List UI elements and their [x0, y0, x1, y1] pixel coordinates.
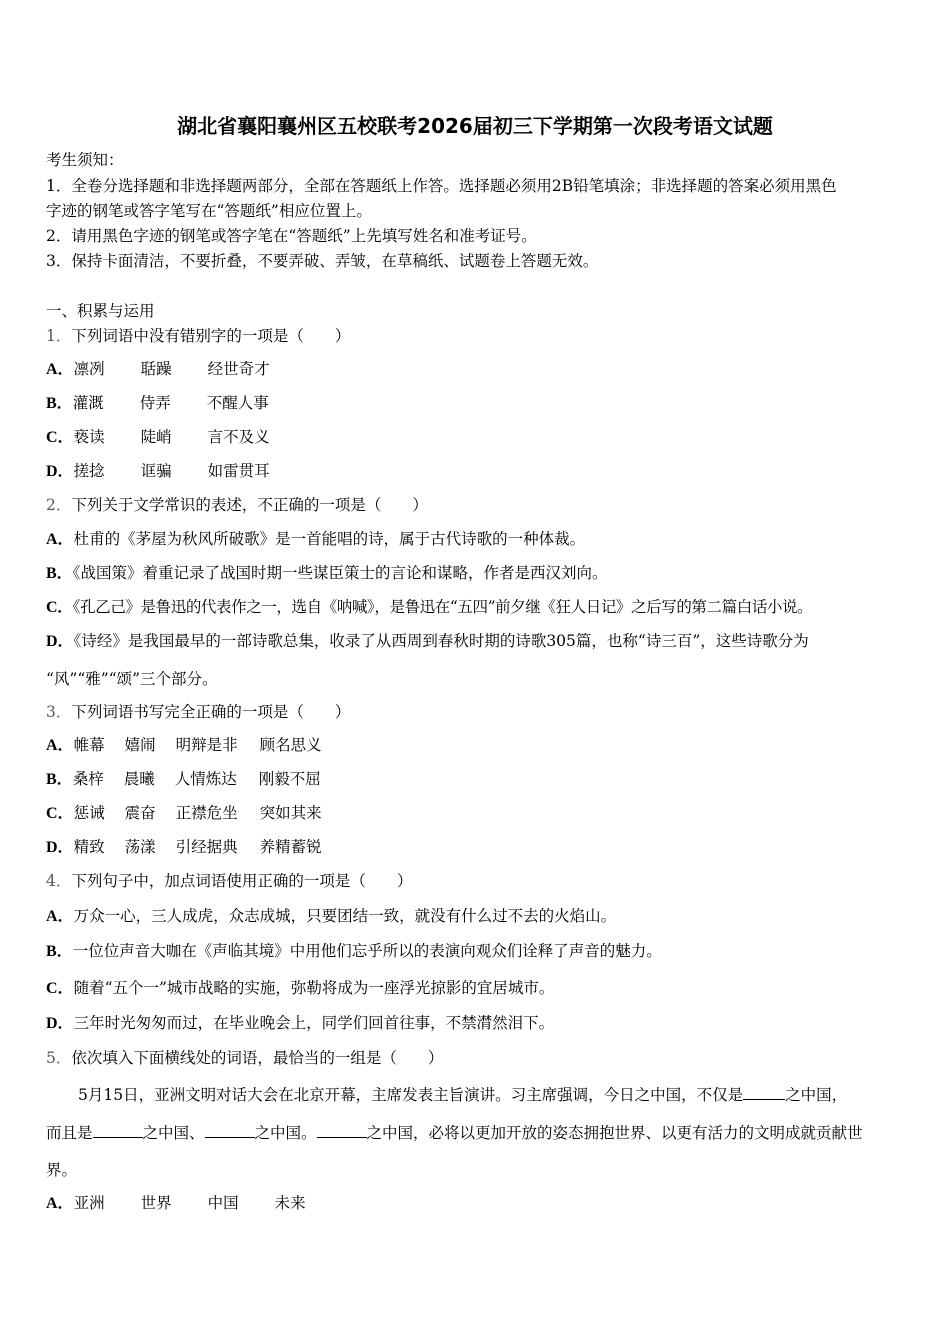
option-label: C． — [46, 599, 73, 616]
option-label: A． — [46, 908, 74, 925]
option-label: B． — [46, 771, 73, 788]
word: 人情炼达 — [174, 770, 237, 788]
option-b — [46, 769, 321, 790]
question-3 — [46, 702, 350, 722]
word: 精致 — [73, 838, 105, 856]
option-text: 一位位声音大咖在《声临其境》中用他们忘乎所以的表演向观众们诠释了声音的魅力。 — [72, 942, 662, 960]
word: 如雷贯耳 — [207, 462, 270, 480]
word: 经世奇才 — [207, 360, 270, 378]
option-label: D． — [46, 463, 74, 480]
option-text: 《诗经》是我国最早的一部诗歌总集，收录了从西周到春秋时期的诗歌305篇，也称“诗三百”，这些诗歌分为 — [73, 632, 809, 650]
notice-item: 字迹的钢笔或答字笔写在“答题纸”相应位置上。 — [46, 202, 372, 220]
word: 聒躁 — [140, 360, 172, 378]
option-b — [46, 563, 607, 584]
option-c — [46, 427, 270, 448]
option-label: C． — [46, 429, 74, 446]
option-c — [46, 803, 322, 824]
question-stem: 下列词语书写完全正确的一项是（ ） — [71, 703, 351, 721]
word: 中国 — [207, 1194, 239, 1212]
question-number: 1． — [46, 327, 72, 345]
option-b — [46, 941, 662, 962]
word: 引经据典 — [175, 838, 238, 856]
option-d — [46, 1013, 554, 1034]
word: 亵读 — [73, 428, 105, 446]
option-d — [46, 837, 322, 858]
passage-line — [78, 1085, 847, 1105]
passage-text: 之中国， — [785, 1086, 848, 1104]
blank — [743, 1085, 785, 1100]
word: 陡峭 — [140, 428, 172, 446]
word: 不醒人事 — [206, 394, 269, 412]
word: 诓骗 — [140, 462, 172, 480]
option-label: D． — [46, 1015, 74, 1032]
question-5 — [46, 1048, 443, 1068]
option-d-continued: “风”“雅”“颂”三个部分。 — [46, 670, 218, 688]
word: 正襟危坐 — [175, 804, 238, 822]
word: 侍弄 — [139, 394, 171, 412]
question-1 — [46, 326, 350, 346]
notice-item: 2．请用黑色字迹的钢笔或答字笔在“答题纸”上先填写姓名和准考证号。 — [46, 227, 537, 245]
word: 刚毅不屈 — [258, 770, 321, 788]
question-stem: 下列句子中，加点词语使用正确的一项是（ ） — [71, 872, 413, 890]
option-a — [46, 906, 616, 927]
option-text: 万众一心，三人成虎，众志成城，只要团结一致，就没有什么过不去的火焰山。 — [73, 907, 617, 925]
blank — [205, 1123, 255, 1138]
option-label: A． — [46, 531, 74, 548]
question-4 — [46, 871, 412, 891]
option-a — [46, 359, 270, 380]
question-number: 2． — [46, 496, 72, 514]
question-2 — [46, 495, 428, 515]
option-label: C． — [46, 980, 74, 997]
option-a — [46, 735, 322, 756]
word: 帷幕 — [73, 736, 105, 754]
section-heading: 一、积累与运用 — [46, 302, 155, 320]
word: 嬉闹 — [124, 736, 156, 754]
option-text: 《战国策》着重记录了战国时期一些谋臣策士的言论和谋略，作者是西汉刘向。 — [72, 564, 608, 582]
passage-text: 而且是 — [46, 1124, 93, 1142]
word: 未来 — [274, 1194, 306, 1212]
question-number: 5． — [46, 1049, 72, 1067]
option-label: A． — [46, 361, 74, 378]
option-a — [46, 529, 585, 550]
passage-text: 5月15日，亚洲文明对话大会在北京开幕，主席发表主旨演讲。习主席强调，今日之中国，不仅是 — [78, 1086, 744, 1104]
word: 突如其来 — [259, 804, 322, 822]
passage-line: 界。 — [46, 1161, 78, 1179]
word: 世界 — [140, 1194, 172, 1212]
blank — [317, 1123, 367, 1138]
word: 灌溉 — [72, 394, 104, 412]
word: 言不及义 — [207, 428, 270, 446]
word: 养精蓄锐 — [259, 838, 322, 856]
option-a — [46, 1193, 306, 1214]
word: 桑梓 — [72, 770, 104, 788]
option-text: 《孔乙己》是鲁迅的代表作之一，选自《呐喊》，是鲁迅在“五四”前夕继《狂人日记》之后写的第二篇白话小说。 — [72, 598, 813, 616]
option-text: 随着“五个一”城市战略的实施，弥勒将成为一座浮光掠影的宜居城市。 — [73, 979, 555, 997]
blank — [93, 1123, 143, 1138]
question-stem: 下列词语中没有错别字的一项是（ ） — [71, 327, 351, 345]
word: 搓捻 — [73, 462, 105, 480]
word: 凛冽 — [73, 360, 105, 378]
passage-text: 之中国、 — [142, 1124, 205, 1142]
option-b — [46, 393, 269, 414]
word: 荡漾 — [124, 838, 156, 856]
word: 惩诫 — [73, 804, 105, 822]
word: 晨曦 — [123, 770, 155, 788]
option-label: C． — [46, 805, 74, 822]
option-d — [46, 461, 270, 482]
passage-line — [46, 1123, 863, 1143]
notice-item: 1．全卷分选择题和非选择题两部分，全部在答题纸上作答。选择题必须用2B铅笔填涂；非选择题的答案必须用黑色 — [46, 177, 837, 195]
notice-item: 3．保持卡面清洁，不要折叠，不要弄破、弄皱，在草稿纸、试题卷上答题无效。 — [46, 252, 599, 270]
option-label: B． — [46, 943, 73, 960]
question-stem: 下列关于文学常识的表述，不正确的一项是（ ） — [71, 496, 428, 514]
question-number: 4． — [46, 872, 72, 890]
option-label: A． — [46, 737, 74, 754]
option-label: B． — [46, 395, 73, 412]
question-number: 3． — [46, 703, 72, 721]
option-d — [46, 631, 809, 652]
option-c — [46, 597, 812, 618]
option-text: 杜甫的《茅屋为秋风所破歌》是一首能唱的诗，属于古代诗歌的一种体裁。 — [73, 530, 586, 548]
passage-text: 之中国。 — [254, 1124, 317, 1142]
option-label: B． — [46, 565, 73, 582]
word: 明辩是非 — [175, 736, 238, 754]
option-text: 三年时光匆匆而过，在毕业晚会上，同学们回首往事，不禁潸然泪下。 — [73, 1014, 555, 1032]
word: 震奋 — [124, 804, 156, 822]
notice-heading: 考生须知： — [46, 151, 124, 169]
option-c — [46, 978, 554, 999]
page-title: 湖北省襄阳襄州区五校联考2026届初三下学期第一次段考语文试题 — [177, 114, 773, 138]
option-label: A． — [46, 1195, 74, 1212]
word: 亚洲 — [73, 1194, 105, 1212]
option-label: D． — [46, 633, 74, 650]
question-stem: 依次填入下面横线处的词语，最恰当的一组是（ ） — [71, 1049, 444, 1067]
passage-text: 之中国，必将以更加开放的姿态拥抱世界、以更有活力的文明成就贡献世 — [366, 1124, 863, 1142]
option-label: D． — [46, 839, 74, 856]
word: 顾名思义 — [259, 736, 322, 754]
